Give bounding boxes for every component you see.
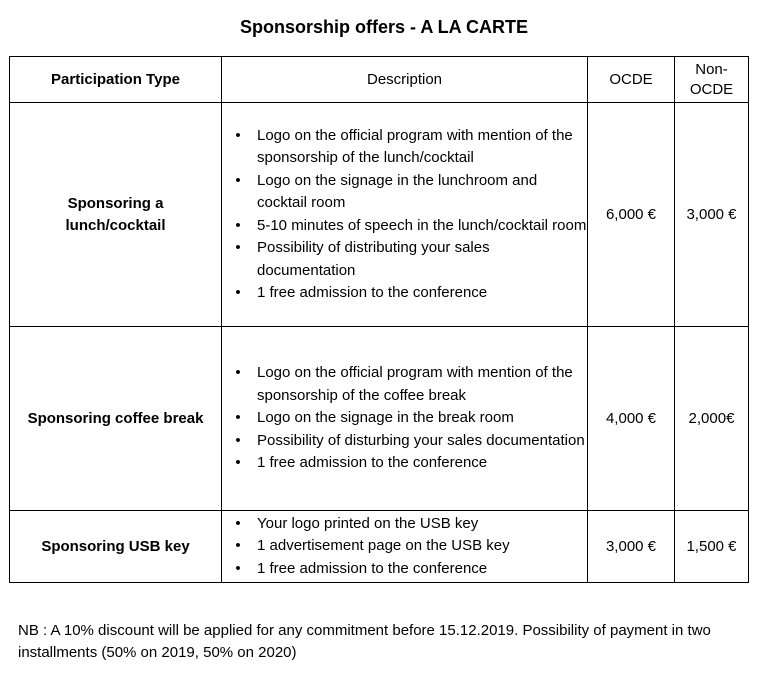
description-cell xyxy=(222,103,588,327)
description-cell xyxy=(222,327,588,511)
header-non-ocde xyxy=(675,57,749,103)
sponsorship-offers-table xyxy=(9,56,749,583)
bullet-icon: • xyxy=(235,284,241,301)
header-ocde: OCDE xyxy=(588,57,675,103)
bullet-icon: • xyxy=(235,514,241,532)
list-item xyxy=(222,452,587,475)
header-non-ocde-line1: Non- xyxy=(695,60,728,78)
bullet-icon: • xyxy=(235,171,241,189)
ocde-price: 4,000 € xyxy=(588,327,675,511)
list-item-text: 5-10 minutes of speech in the lunch/cocktail room xyxy=(257,216,587,234)
list-item-text: Possibility of disturbing your sales documentation xyxy=(257,431,585,449)
bullet-icon: • xyxy=(235,364,241,382)
bullet-icon: • xyxy=(235,431,241,449)
non-ocde-price: 1,500 € xyxy=(675,511,749,583)
list-item-text: 1 advertisement page on the USB key xyxy=(257,537,510,555)
discount-note: NB : A 10% discount will be applied for any commitment before 15.12.2019. Possibility of payment in two installments (50% on 2019, 50% on 2020) xyxy=(18,622,711,661)
document-title: Sponsorship offers - A LA CARTE xyxy=(240,17,528,37)
list-item xyxy=(222,282,587,305)
description-list xyxy=(222,513,587,581)
ocde-price: 6,000 € xyxy=(588,103,675,327)
bullet-icon: • xyxy=(235,216,241,234)
list-item-text: 1 free admission to the conference xyxy=(257,454,488,472)
list-item-text: Logo on the signage in the break room xyxy=(257,409,514,427)
participation-type-cell xyxy=(10,511,222,583)
bullet-icon: • xyxy=(235,239,241,256)
list-item xyxy=(222,558,587,581)
non-ocde-price: 2,000€ xyxy=(675,327,749,511)
bullet-icon: • xyxy=(235,454,241,472)
table-row xyxy=(10,511,749,583)
list-item-text: 1 free admission to the conference xyxy=(257,559,488,577)
ocde-price: 3,000 € xyxy=(588,511,675,583)
participation-type-line: lunch/cocktail xyxy=(65,216,166,234)
participation-type-cell xyxy=(10,327,222,511)
list-item xyxy=(222,215,587,238)
list-item-text: Logo on the official program with mention of the sponsorship of the coffee break xyxy=(257,364,573,404)
list-item xyxy=(222,170,587,215)
list-item-text: Possibility of distributing your sales documentation xyxy=(257,239,490,279)
non-ocde-price: 3,000 € xyxy=(675,103,749,327)
list-item xyxy=(222,513,587,536)
bullet-icon: • xyxy=(235,537,241,555)
bullet-icon: • xyxy=(235,126,241,144)
table-row xyxy=(10,103,749,327)
list-item-text: Your logo printed on the USB key xyxy=(257,514,479,532)
description-list xyxy=(222,362,587,475)
participation-type-line: Sponsoring a xyxy=(67,194,164,212)
bullet-icon: • xyxy=(235,559,241,577)
header-non-ocde-line2: OCDE xyxy=(689,80,734,98)
list-item xyxy=(222,407,587,430)
participation-type-cell xyxy=(10,103,222,327)
list-item-text: Logo on the signage in the lunchroom and cocktail room xyxy=(257,171,538,211)
list-item xyxy=(222,535,587,558)
description-list xyxy=(222,125,587,305)
header-participation-type: Participation Type xyxy=(10,57,222,103)
participation-type-line: Sponsoring USB key xyxy=(41,537,190,555)
list-item-text: 1 free admission to the conference xyxy=(257,284,488,301)
list-item xyxy=(222,430,587,453)
list-item xyxy=(222,237,587,282)
list-item xyxy=(222,362,587,407)
description-cell xyxy=(222,511,588,583)
table-header-row xyxy=(10,57,749,103)
list-item xyxy=(222,125,587,170)
bullet-icon: • xyxy=(235,409,241,427)
table-row xyxy=(10,327,749,511)
list-item-text: Logo on the official program with mention of the sponsorship of the lunch/cocktail xyxy=(257,126,573,166)
participation-type-line: Sponsoring coffee break xyxy=(27,409,204,427)
header-description: Description xyxy=(222,57,588,103)
